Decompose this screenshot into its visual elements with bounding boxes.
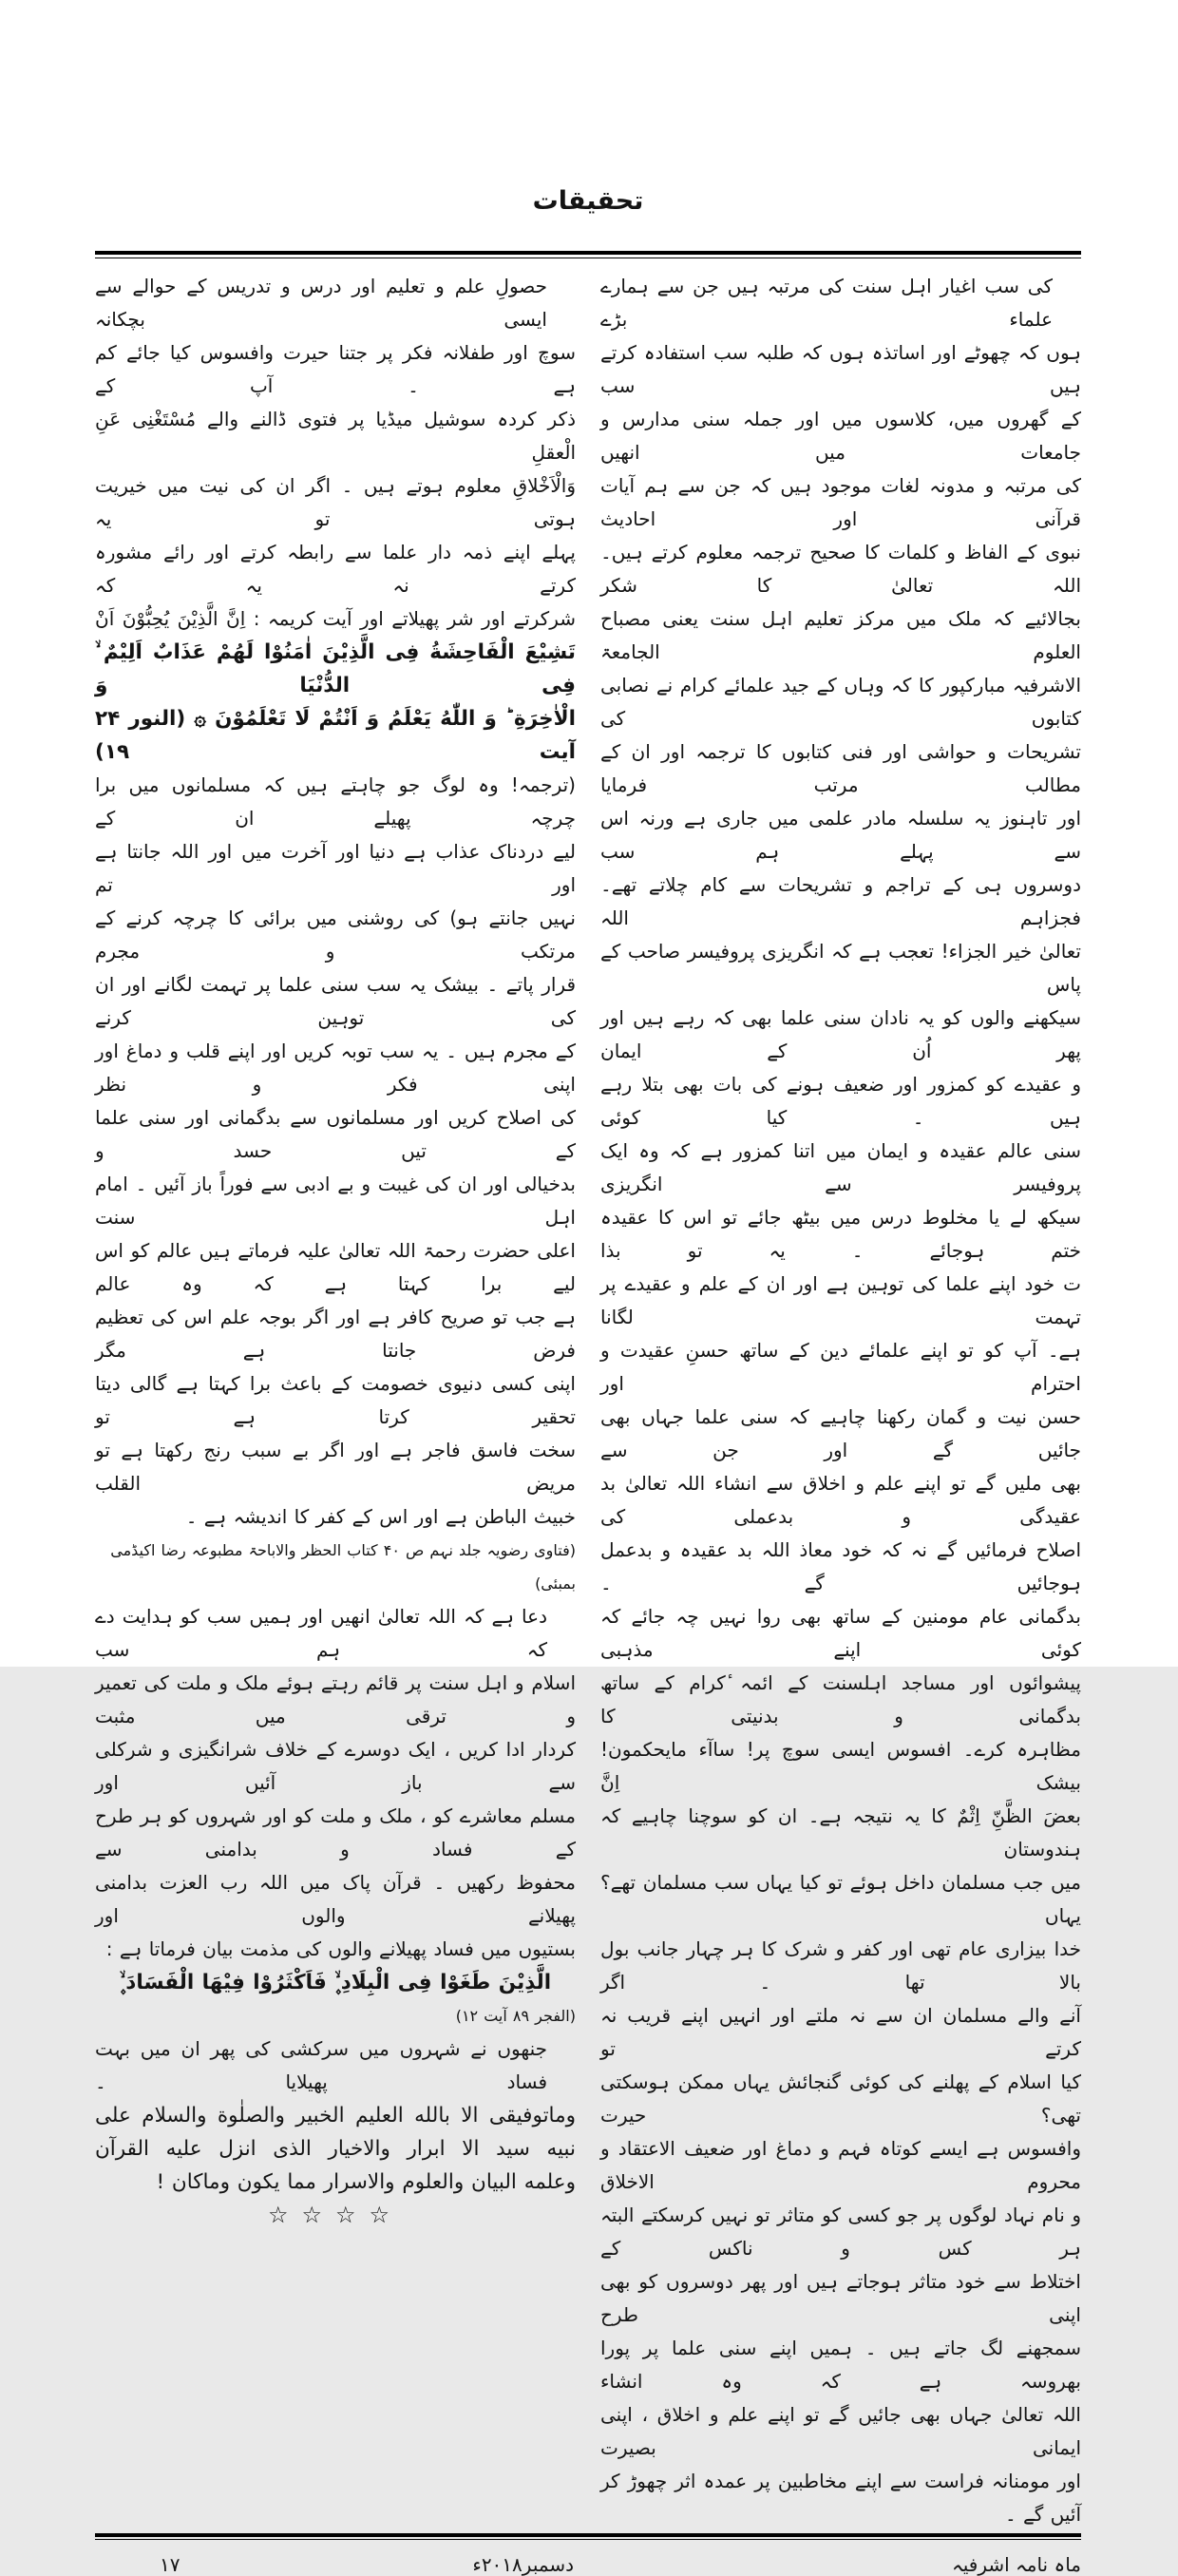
text-line: بستیوں میں فساد پھیلانے والوں کی مذمت بیان فرماتا ہے : xyxy=(105,1937,576,1960)
text-line: اصلاح فرمائیں گے نہ کہ خود معاذ اللہ بد عقیدہ و بدعمل ہوجائیں گے ۔ xyxy=(600,1538,1081,1594)
text-line: خبیث الباطن ہے اور اس کے کفر کا اندیشہ ہے ۔ xyxy=(185,1505,576,1528)
text-line: ہے جب تو صریح کافر ہے اور اگر بوجہ علم اس کی تعظیم فرض جانتا ہے مگر xyxy=(95,1306,576,1362)
text-line: کیا اسلام کے پھلنے کی کوئی گنجائش یہاں ممکن ہوسکتی تھی؟ حیرت xyxy=(600,2070,1081,2127)
text-line: تشریحات و حواشی اور فنی کتابوں کا ترجمہ اور ان کے مطالب مرتب فرمایا xyxy=(600,740,1081,796)
text-line: آنے والے مسلمان ان سے نہ ملتے اور انہیں اپنے قریب نہ کرتے تو xyxy=(600,2004,1081,2060)
text-line: ☆☆☆☆ xyxy=(267,2202,404,2228)
text-line: سنی عالم عقیدہ و ایمان میں اتنا کمزور ہے کہ وہ ایک پروفیسر سے انگریزی xyxy=(600,1139,1081,1195)
text-line: قرار پاتے ۔ بیشک یہ سب سنی علما پر تہمت لگانے اور ان کی توہین کرنے xyxy=(95,973,576,1029)
page-title: تحقیقات xyxy=(532,186,644,216)
magazine-name: ماہ نامہ اشرفیہ xyxy=(952,2553,1081,2576)
text-line: ہے۔ آپ کو تو اپنے علمائے دین کے ساتھ حسنِ عقیدت و احترام اور xyxy=(600,1339,1081,1395)
text-line: کی اصلاح کریں اور مسلمانوں سے بدگمانی اور سنی علما کے تیں حسد و xyxy=(95,1106,576,1162)
text-line: (فتاوی رضویہ جلد نہم ص ۴۰ کتاب الحظر والاباحۃ مطبوعہ رضا اکیڈمی بمبئی) xyxy=(110,1541,576,1593)
text-line: بجالائیے کہ ملک میں مرکز تعلیم اہل سنت یعنی مصباح العلوم الجامعۃ xyxy=(600,607,1081,663)
text-line: و نام نہاد لوگوں پر جو کسی کو متاثر تو نہیں کرسکتے البتہ ہر کس و ناکس کے xyxy=(600,2204,1081,2260)
text-line: سوچ اور طفلانہ فکر پر جتنا حیرت وافسوس کیا جائے کم ہے ۔ آپ کے xyxy=(95,341,576,397)
text-line: مسلم معاشرے کو ، ملک و ملت کو اور شہروں کو ہر طرح کے فساد و بدامنی سے xyxy=(95,1804,576,1860)
header-rule xyxy=(95,251,1081,258)
text-line: وَالْاَخْلاقِ معلوم ہوتے ہیں ۔ اگر ان کی نیت میں خیریت ہوتی تو یہ xyxy=(95,474,576,530)
text-line: تَشِیْعَ الْفَاحِشَةُ فِی الَّذِیْنَ اٰمَنُوْا لَهُمْ عَذَابٌ اَلِیْمٌ ۙ فِی الدُّنْیَا وَ xyxy=(95,640,576,697)
text-line: اعلی حضرت رحمۃ اللہ تعالیٰ علیہ فرماتے ہیں عالم کو اس لیے برا کہتا ہے کہ وہ عالم xyxy=(95,1239,576,1295)
text-line: سخت فاسق فاجر ہے اور اگر بے سبب رنج رکھتا ہے تو مریض القلب xyxy=(95,1439,576,1495)
text-line: ذکر کردہ سوشیل میڈیا پر فتوی ڈالنے والے مُسْتَغْنِی عَنِ الْعقلِ xyxy=(95,408,576,464)
column-left xyxy=(95,270,576,2531)
footer-rule xyxy=(95,2533,1081,2540)
text-line: کے گھروں میں، کلاسوں میں اور جملہ سنی مدارس و جامعات میں انھیں xyxy=(600,408,1081,464)
text-line: کے مجرم ہیں ۔ یہ سب توبہ کریں اور اپنے قلب و دماغ اور اپنی فکر و نظر xyxy=(95,1040,576,1096)
text-line: اللہ تعالیٰ جہاں بھی جائیں گے تو اپنے علم و اخلاق ، اپنی ایمانی بصیرت xyxy=(600,2403,1081,2459)
text-line: کی سب اغیار اہل سنت کی مرتبہ ہیں جن سے ہمارے علماء بڑے xyxy=(600,275,1053,331)
text-line: جنھوں نے شہروں میں سرکشی کی پھر ان میں بہت فساد پھیلایا ۔ xyxy=(95,2037,547,2093)
text-line: الَّذِیْنَ طَغَوْا فِی الْبِلَادِ ۪ۙ فَاَکْثَرُوْا فِیْهَا الْفَسَادَ ۪ۙ xyxy=(119,1971,552,1994)
text-line: الْاٰخِرَةِ ؕ وَ اللّٰهُ یَعْلَمُ وَ اَنْتُمْ لَا تَعْلَمُوْنَ ۞ (النور ۲۴ آیت ۱۹) xyxy=(95,707,576,764)
text-line: میں جب مسلمان داخل ہوئے تو کیا یہاں سب مسلمان تھے؟ یہاں xyxy=(600,1871,1081,1927)
issue-date: دسمبر۲۰۱۸ء xyxy=(472,2553,575,2576)
text-line: وافسوس ہے ایسے کوتاہ فہم و دماغ اور ضعیف الاعتقاد و محروم الاخلاق xyxy=(600,2137,1081,2193)
page-footer xyxy=(95,2553,1081,2576)
text-line: محفوظ رکھیں ۔ قرآن پاک میں اللہ رب العزت بدامنی پھیلانے والوں اور xyxy=(95,1871,576,1927)
text-line: نہیں جانتے ہو) کی روشنی میں برائی کا چرچہ کرنے کے مرتکب و مجرم xyxy=(95,906,576,963)
text-line: کی مرتبہ و مدونہ لغات موجود ہیں کہ جن سے ہم آیات قرآنی اور احادیث xyxy=(600,474,1081,530)
text-line: اپنی کسی دنیوی خصومت کے باعث برا کہتا ہے گالی دیتا تحقیر کرتا ہے تو xyxy=(95,1372,576,1428)
column-right xyxy=(600,270,1081,2531)
text-line: بدخیالی اور ان کی غیبت و بے ادبی سے فوراً باز آئیں ۔ امام اہل سنت xyxy=(95,1173,576,1229)
text-line: اسلام و اہل سنت پر قائم رہتے ہوئے ملک و ملت کی تعمیر و ترقی میں مثبت xyxy=(95,1671,576,1727)
text-line: تعالیٰ خیر الجزاء! تعجب ہے کہ انگریزی پروفیسر صاحب کے پاس xyxy=(600,940,1081,996)
page-number: ۱۷ xyxy=(160,2553,180,2576)
text-line: مظاہرہ کرے۔ افسوس ایسی سوچ پر! ساآء مایحکمون! بیشک اِنَّ xyxy=(600,1738,1081,1794)
text-line: بدگمانی عام مومنین کے ساتھ بھی روا نہیں چہ جائے کہ کوئی اپنے مذہبی xyxy=(600,1605,1081,1661)
text-line: (الفجر ۸۹ آیت ۱۲) xyxy=(455,2007,576,2025)
text-line: بھی ملیں گے تو اپنے علم و اخلاق سے انشاء اللہ تعالیٰ بد عقیدگی و بدعملی کی xyxy=(600,1472,1081,1528)
text-line: اور مومنانہ فراست سے اپنے مخاطبین پر عمدہ اثر چھوڑ کر آئیں گے ۔ xyxy=(600,2470,1081,2526)
text-line: نبوی کے الفاظ و کلمات کا صحیح ترجمہ معلوم کرتے ہیں۔ اللہ تعالیٰ کا شکر xyxy=(600,541,1081,597)
text-line: سمجھنے لگ جاتے ہیں ۔ ہمیں اپنے سنی علما پر پورا بھروسہ ہے کہ وہ انشاء xyxy=(600,2337,1081,2393)
text-line: حصولِ علم و تعلیم اور درس و تدریس کے حوالے سے ایسی بچکانہ xyxy=(95,275,547,331)
text-columns xyxy=(95,270,1081,2531)
text-line: اور تاہنوز یہ سلسلہ مادر علمی میں جاری ہے ورنہ اس سے پہلے ہم سب xyxy=(600,807,1081,863)
text-line: ت خود اپنے علما کی توہین ہے اور ان کے علم و عقیدے پر تہمت لگانا xyxy=(600,1272,1081,1328)
text-line: خدا بیزاری عام تھی اور کفر و شرک کا ہر چہار جانب بول بالا تھا ۔ اگر xyxy=(600,1937,1081,1994)
text-line: سیکھنے والوں کو یہ نادان سنی علما بھی کہ رہے ہیں اور پھر اُن کے ایمان xyxy=(600,1006,1081,1062)
text-line: پہلے اپنے ذمہ دار علما سے رابطہ کرتے اور رائے مشورہ کرتے نہ یہ کہ xyxy=(95,541,576,597)
text-line: لیے دردناک عذاب ہے دنیا اور آخرت میں اور اللہ جانتا ہے اور تم xyxy=(95,840,576,896)
text-line: وماتوفیقی الا بالله العلیم الخبیر والصلٰوة والسلام علی xyxy=(95,2104,576,2128)
text-line: ہوں کہ چھوٹے اور اساتذہ ہوں کہ طلبہ سب استفادہ کرتے ہیں سب xyxy=(600,341,1081,397)
text-line: اختلاط سے خود متاثر ہوجاتے ہیں اور پھر دوسروں کو بھی اپنی طرح xyxy=(600,2270,1081,2326)
text-line: سیکھ لے یا مخلوط درس میں بیٹھ جائے تو اس کا عقیدہ ختم ہوجائے ۔ یہ تو بذا xyxy=(600,1206,1081,1262)
text-line: پیشوائوں اور مساجد اہلسنت کے ائمہ ٔکرام کے ساتھ بدگمانی و بدنیتی کا xyxy=(600,1671,1081,1727)
text-line: نبیه سید الا ابرار والاخیار الذی انزل علیه القرآن xyxy=(95,2137,576,2161)
text-line: شرکرتے اور شر پھیلاتے اور آیت کریمہ : اِنَّ الَّذِیْنَ یُحِبُّوْنَ اَنْ xyxy=(95,607,576,630)
text-line: دعا ہے کہ اللہ تعالیٰ انھیں اور ہمیں سب کو ہدایت دے کہ ہم سب xyxy=(95,1605,547,1661)
text-line: کردار ادا کریں ، ایک دوسرے کے خلاف شرانگیزی و شرکلی سے باز آئیں اور xyxy=(95,1738,576,1794)
text-line: الاشرفیہ مبارکپور کا کہ وہاں کے جید علمائے کرام نے نصابی کتابوں کی xyxy=(600,674,1081,730)
text-line: وعلمه البیان والعلوم والاسرار مما یکون وماکان ! xyxy=(156,2170,576,2194)
text-line: دوسروں ہی کے تراجم و تشریحات سے کام چلاتے تھے۔ فجزاہم اللہ xyxy=(600,873,1081,929)
text-line: حسن نیت و گمان رکھنا چاہیے کہ سنی علما جہاں بھی جائیں گے اور جن سے xyxy=(600,1405,1081,1461)
text-line: و عقیدے کو کمزور اور ضعیف ہونے کی بات بھی بتلا رہے ہیں ۔ کیا کوئی xyxy=(600,1073,1081,1129)
text-line: (ترجمہ! وہ لوگ جو چاہتے ہیں کہ مسلمانوں میں برا چرچہ پھیلے ان کے xyxy=(95,773,576,830)
text-line: بعضَ الظَّنِّ اِثْمٌ کا یہ نتیجہ ہے۔ ان کو سوچنا چاہیے کہ ہندوستان xyxy=(600,1804,1081,1860)
